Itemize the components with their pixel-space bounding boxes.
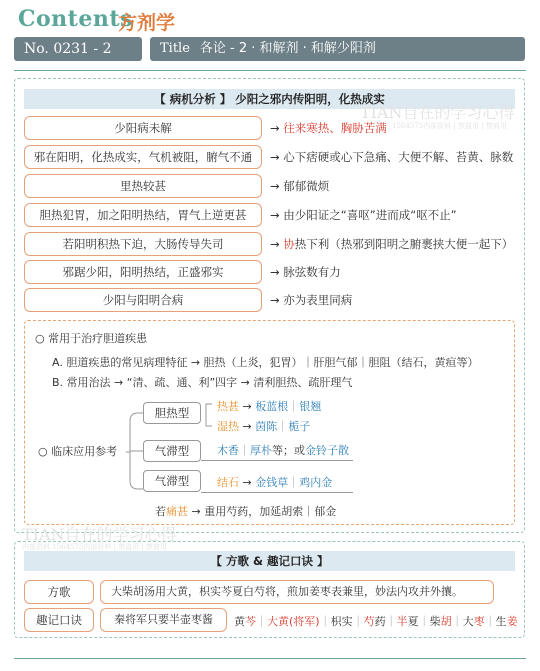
- herb-text: ｜: [352, 615, 364, 628]
- treatment-text: 湿热: [217, 420, 239, 433]
- symptom-text: 亦为表里同病: [283, 293, 353, 307]
- herb-text: 姜: [506, 615, 518, 628]
- herb-text: 夏: [407, 615, 419, 628]
- herb-text: 枳实: [330, 615, 353, 628]
- mnemonic-text: 秦将军只要半壶枣酱: [100, 608, 227, 632]
- herb-text: 芍: [363, 615, 375, 628]
- biliary-line-a: A. 胆道疾患的常见病理特征 → 胆热（上炎，犯胃）｜肝胆气郁｜胆阻（结石，黄疸等）: [52, 356, 479, 369]
- treatment-text: 金铃子散: [305, 444, 349, 457]
- type-underline: [201, 492, 353, 493]
- watermark-sub: 1564575内部资料 | 禁盗用 | 禁商用: [392, 122, 507, 130]
- treatment-text: 茵陈: [255, 420, 278, 433]
- type-treatment: [217, 474, 332, 490]
- hot-type-brace: [206, 404, 212, 426]
- arrow-icon: →: [270, 150, 284, 164]
- biliary-line-b: B. 常用治法 → “清、疏、通、利”四字 → 清利胆热、疏肝理气: [52, 376, 353, 389]
- treatment-text: 热甚: [217, 400, 239, 413]
- herb-text: ｜: [418, 615, 430, 628]
- analysis-heading: 【 病机分析 】 少阳之邪内传阳明，化热成实: [24, 89, 515, 109]
- treatment-text: ｜: [288, 400, 300, 413]
- pain-text: → 重用芍药，加延胡索｜郁金: [188, 505, 337, 518]
- treatment-text: →: [239, 400, 256, 413]
- herb-text: ｜: [319, 615, 331, 628]
- watermark-2: TIAN自在的学习心得: [22, 525, 177, 544]
- type-underline: [201, 460, 353, 461]
- pain-line: [155, 503, 336, 519]
- formula-song: 大柴胡汤用大黄，枳实芩夏白芍将，煎加姜枣表兼里，妙法内攻并外攘。: [100, 580, 494, 604]
- herb-text: 生: [495, 615, 507, 628]
- symptom-text: 脉弦数有力: [283, 265, 341, 279]
- herb-list: [234, 613, 518, 629]
- analysis-cause-box: 邪在阳明，化热成实，气机被阻，腑气不通: [24, 145, 262, 169]
- herb-text: 大: [462, 615, 474, 628]
- type-treatment: [217, 398, 321, 414]
- herb-text: 黄: [234, 615, 245, 628]
- treatment-text: 结石: [217, 476, 239, 489]
- type-box: 胆热型: [143, 402, 201, 424]
- type-box: 气滞型: [143, 470, 201, 492]
- subject-title: 方剂学: [118, 12, 176, 34]
- symptom-text: 心下痞硬或心下急痛、大便不解、苔黄、脉数: [283, 150, 514, 164]
- mnemonic-label: 趣记口诀: [24, 608, 94, 632]
- treatment-text: ｜: [277, 420, 289, 433]
- analysis-cause-box: 里热较甚: [24, 174, 262, 198]
- herb-text: ｜: [451, 615, 463, 628]
- treatment-text: 厚朴: [250, 444, 272, 457]
- title-label: Title: [160, 41, 190, 56]
- contents-title: Contents: [18, 6, 133, 32]
- note-title: 各论 - 2 · 和解剂 · 和解少阳剂: [199, 41, 376, 56]
- herb-text: 枣: [473, 615, 485, 628]
- treatment-text: →: [239, 476, 256, 489]
- symptom-text: 往来寒热、胸胁苦满: [283, 121, 387, 135]
- treatment-text: 栀子: [288, 420, 311, 433]
- treatment-text: 鸡内金: [299, 476, 333, 489]
- footer-divider: [14, 658, 526, 659]
- treatment-text: 银翘: [299, 400, 322, 413]
- treatment-text: 金钱草: [255, 476, 289, 489]
- symptom-text: 郁郁微烦: [283, 179, 330, 193]
- herb-text: 胡: [440, 615, 452, 628]
- biliary-title: ○ 常用于治疗胆道疾患: [35, 332, 148, 345]
- analysis-cause-box: 少阳与阳明合病: [24, 288, 262, 312]
- pain-text: 痛甚: [166, 505, 188, 518]
- herb-text: 药: [374, 615, 386, 628]
- song-label: 方歌: [24, 580, 94, 604]
- symptom-text: 由少阳证之“喜呕”进而成“呕不止”: [283, 208, 457, 222]
- pain-text: 若: [155, 505, 166, 518]
- type-box: 气滞型: [143, 440, 201, 462]
- arrow-icon: →: [270, 208, 284, 222]
- herb-text: 半: [396, 615, 408, 628]
- herb-text: ｜: [484, 615, 496, 628]
- analysis-cause-box: 少阳病未解: [24, 116, 262, 140]
- herb-text: ｜: [256, 615, 267, 628]
- arrow-icon: →: [270, 121, 284, 135]
- arrow-icon: →: [270, 237, 284, 251]
- herb-text: 柴: [429, 615, 441, 628]
- type-treatment: [217, 442, 349, 458]
- treatment-text: ｜: [288, 476, 300, 489]
- arrow-icon: →: [270, 265, 284, 279]
- note-number: No. 0231 - 2: [24, 41, 112, 57]
- herb-text: ｜: [385, 615, 397, 628]
- watermark-2-sub: 内部资料 1564575内部资料 | 禁盗用 | 禁商用: [22, 543, 168, 551]
- treatment-text: 木香: [217, 444, 239, 457]
- herb-text: 大黄(将军): [267, 615, 320, 628]
- symptom-text: 协: [283, 237, 295, 251]
- watermark: TIAN自在的学习心得: [360, 103, 515, 122]
- analysis-cause-box: 胆热犯胃，加之阳明热结，胃气上逆更甚: [24, 203, 262, 227]
- symptom-text: 热下利（热邪到阳明之腑裹挟大便一起下）: [294, 237, 514, 251]
- arrow-icon: →: [270, 179, 284, 193]
- treatment-text: ｜: [239, 444, 250, 457]
- analysis-cause-box: 若阳明积热下迫，大肠传导失司: [24, 232, 262, 256]
- treatment-text: 等；或: [272, 444, 305, 457]
- treatment-text: 板蓝根: [255, 400, 289, 413]
- analysis-cause-box: 邪踞少阳，阳明热结，正盛邪实: [24, 260, 262, 284]
- clinical-label: ○ 临床应用参考: [38, 445, 118, 458]
- treatment-text: →: [239, 420, 256, 433]
- herb-text: 芩: [245, 615, 256, 628]
- arrow-icon: →: [270, 293, 284, 307]
- type-treatment: [217, 418, 310, 434]
- formula-heading: 【 方歌 & 趣记口诀 】: [24, 551, 515, 571]
